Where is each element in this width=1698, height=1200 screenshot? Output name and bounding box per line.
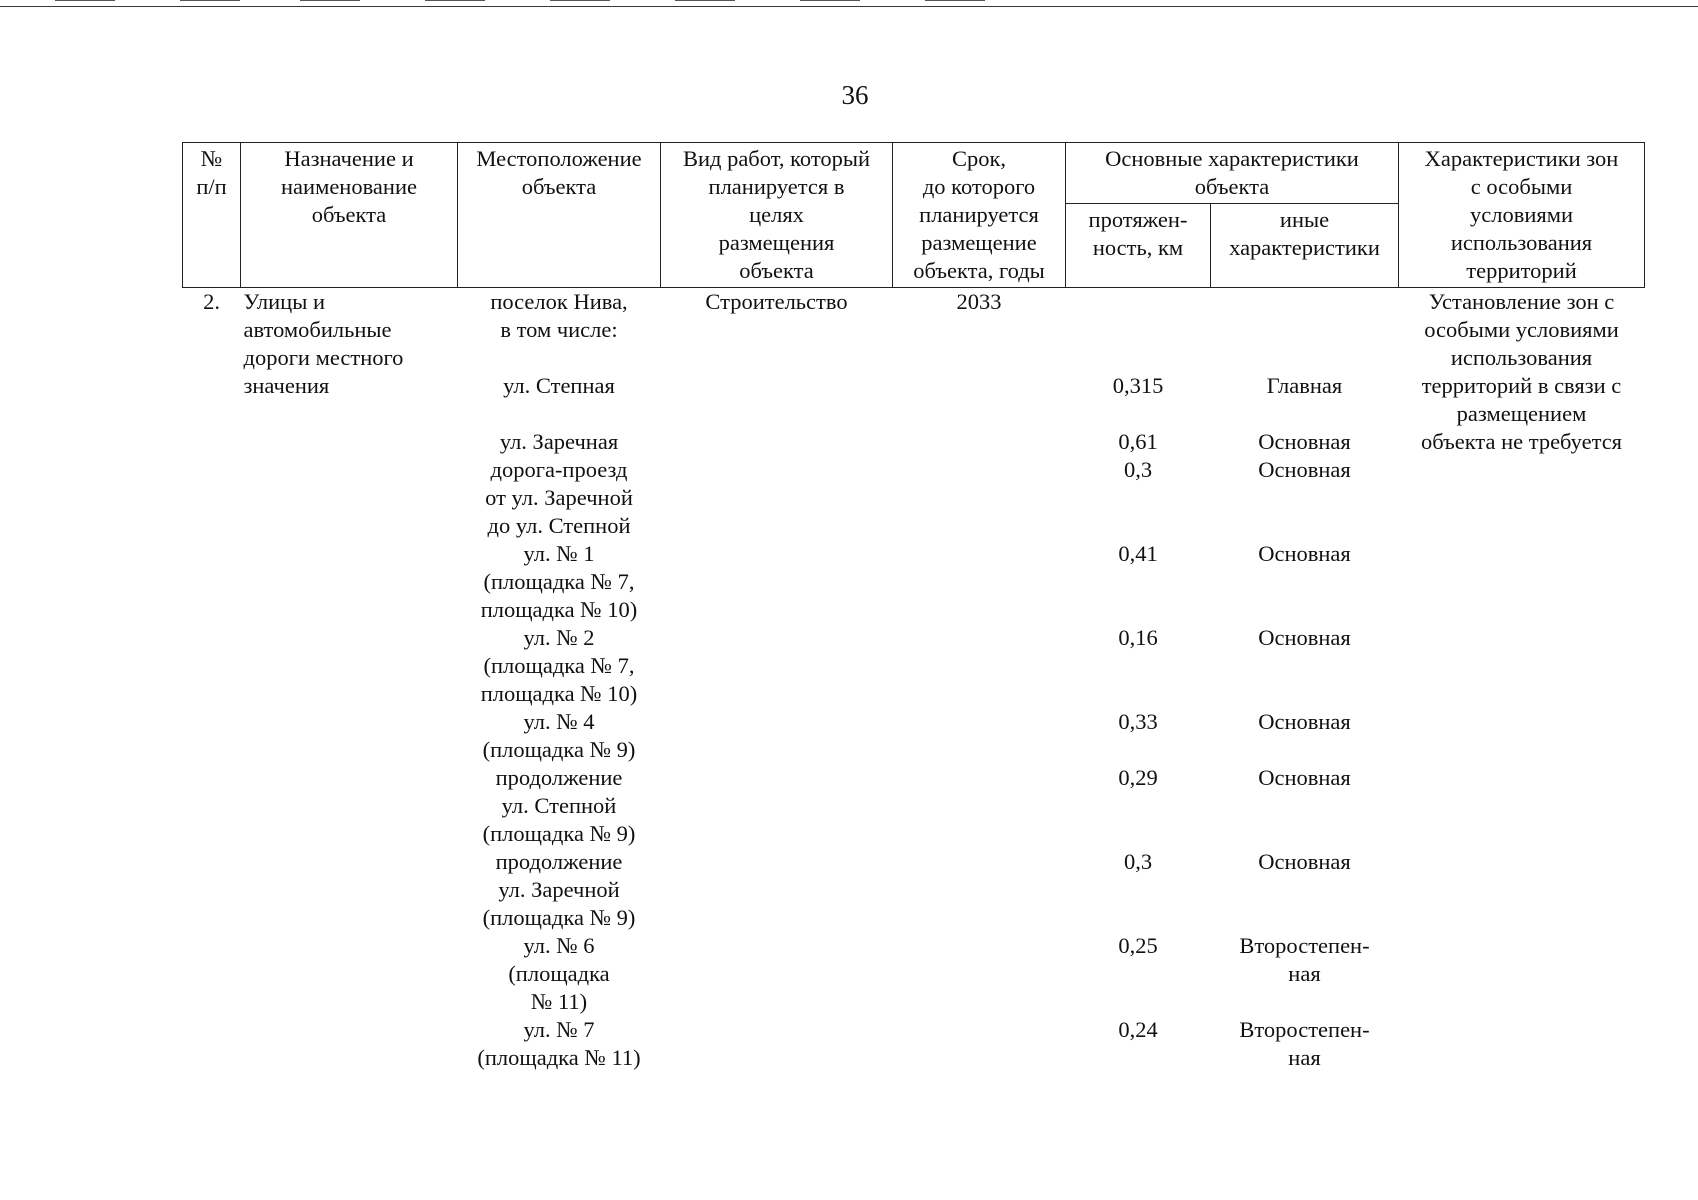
header-line: Назначение и <box>284 146 414 171</box>
spacer <box>1214 288 1396 316</box>
header-no <box>183 143 241 288</box>
street-location-line: площадка № 10) <box>480 597 638 622</box>
header-line: использования <box>1450 230 1593 255</box>
spacer <box>1214 344 1396 372</box>
street-length: 0,3 <box>1123 457 1153 482</box>
row-number: 2. <box>203 289 220 314</box>
row-length <box>1066 288 1211 1073</box>
header-line: размещения <box>718 230 835 255</box>
header-line: объекта, годы <box>913 258 1045 283</box>
top-dash-mark <box>425 0 485 1</box>
spacer <box>1069 316 1208 344</box>
header-line: объекта <box>739 258 814 283</box>
street-location-line: (площадка № 11) <box>477 1045 641 1070</box>
spacer <box>461 344 658 372</box>
street-length: 0,25 <box>1118 933 1158 958</box>
spacer <box>1069 400 1208 428</box>
spacer <box>1069 1044 1208 1072</box>
header-line: Срок, <box>951 146 1007 171</box>
header-line: объекта <box>311 202 387 227</box>
zones-line: территорий в связи с <box>1421 373 1622 398</box>
spacer <box>1069 596 1208 624</box>
zones-line: объекта не требуется <box>1420 429 1623 454</box>
street-length: 0,41 <box>1118 541 1158 566</box>
street-location-line: (площадка № 7, <box>483 653 635 678</box>
header-line: п/п <box>196 174 227 199</box>
header-line: наименование <box>281 174 417 199</box>
spacer <box>1069 288 1208 316</box>
header-line: объекта <box>1194 174 1270 199</box>
street-location-line: до ул. Степной <box>487 513 631 538</box>
spacer <box>1214 652 1396 680</box>
street-other-characteristic: ная <box>1288 961 1321 986</box>
spacer <box>461 400 658 428</box>
top-dash-mark <box>800 0 860 1</box>
row-term: 2033 <box>956 289 1002 314</box>
page-number: 36 <box>841 80 869 110</box>
header-line: иные <box>1279 207 1330 232</box>
street-location-line: ул. № 4 <box>523 709 595 734</box>
street-other-characteristic: Основная <box>1258 849 1351 874</box>
header-location <box>458 143 661 288</box>
spacer <box>1069 652 1208 680</box>
header-line: с особыми <box>1470 174 1573 199</box>
table-row <box>183 288 1645 1073</box>
header-line: размещение <box>921 230 1037 255</box>
header-line: целях <box>749 202 804 227</box>
object-name-line: дороги местного <box>243 345 404 370</box>
header-line: планируется <box>919 202 1039 227</box>
spacer <box>1069 680 1208 708</box>
street-location-line: ул. № 2 <box>523 625 595 650</box>
header-main-characteristics <box>1066 143 1399 204</box>
header-line: № <box>200 146 223 171</box>
row-zones <box>1399 288 1645 1073</box>
header-line: объекта <box>521 174 597 199</box>
zones-line: размещением <box>1456 401 1587 426</box>
spacer <box>1069 792 1208 820</box>
spacer <box>1214 484 1396 512</box>
header-line: Вид работ, который <box>682 146 871 171</box>
street-other-characteristic: ная <box>1288 1045 1321 1070</box>
street-other-characteristic: Основная <box>1258 709 1351 734</box>
header-length <box>1066 204 1211 288</box>
header-row-top <box>183 143 1645 204</box>
street-length: 0,24 <box>1118 1017 1158 1042</box>
street-length: 0,33 <box>1118 709 1158 734</box>
header-line: до которого <box>922 174 1036 199</box>
spacer <box>1214 316 1396 344</box>
street-location-line: ул. Заречной <box>498 877 620 902</box>
street-other-characteristic: Главная <box>1266 373 1343 398</box>
street-location-line: (площадка № 9) <box>482 737 636 762</box>
header-line: условиями <box>1469 202 1573 227</box>
header-other <box>1211 204 1399 288</box>
row-work-type: Строительство <box>705 289 848 314</box>
zones-line: Установление зон с <box>1428 289 1615 314</box>
top-dash-mark <box>550 0 610 1</box>
spacer <box>1214 876 1396 904</box>
object-name-line: значения <box>243 373 330 398</box>
spacer <box>1214 596 1396 624</box>
street-location-line: (площадка № 9) <box>482 905 636 930</box>
street-other-characteristic: Основная <box>1258 541 1351 566</box>
zones-line: особыми условиями <box>1424 317 1619 342</box>
row-other-characteristics <box>1211 288 1399 1073</box>
spacer <box>1214 400 1396 428</box>
street-location-line: ул. Степная <box>503 373 615 398</box>
street-location-line: от ул. Заречной <box>485 485 633 510</box>
street-location-line: продолжение <box>495 765 623 790</box>
object-name-line: Улицы и <box>243 289 325 314</box>
spacer <box>1069 512 1208 540</box>
zones-line: использования <box>1450 345 1593 370</box>
header-line: протяжен- <box>1088 207 1188 232</box>
top-dash-mark <box>180 0 240 1</box>
street-length: 0,3 <box>1123 849 1153 874</box>
header-term <box>893 143 1066 288</box>
header-zones <box>1399 143 1645 288</box>
spacer <box>1214 568 1396 596</box>
street-other-characteristic: Основная <box>1258 429 1351 454</box>
spacer <box>1214 988 1396 1016</box>
street-location-line: (площадка <box>508 961 610 986</box>
street-length: 0,61 <box>1118 429 1158 454</box>
top-dash-mark <box>55 0 115 1</box>
spacer <box>1069 484 1208 512</box>
street-other-characteristic: Основная <box>1258 457 1351 482</box>
spacer <box>1069 568 1208 596</box>
spacer <box>1069 988 1208 1016</box>
spacer <box>1214 736 1396 764</box>
spacer <box>1214 792 1396 820</box>
row-location <box>458 288 661 1073</box>
header-line: ность, км <box>1092 235 1184 260</box>
street-other-characteristic: Второстепен- <box>1239 1017 1370 1042</box>
spacer <box>1214 680 1396 708</box>
spacer <box>1214 820 1396 848</box>
location-intro-line: в том числе: <box>500 317 618 342</box>
street-other-characteristic: Основная <box>1258 625 1351 650</box>
spacer <box>1069 876 1208 904</box>
spacer <box>1069 344 1208 372</box>
spacer <box>1069 820 1208 848</box>
street-location-line: ул. № 7 <box>523 1017 595 1042</box>
street-length: 0,315 <box>1112 373 1164 398</box>
spacer <box>1069 736 1208 764</box>
object-name-line: автомобильные <box>243 317 392 342</box>
street-location-line: ул. Заречная <box>499 429 619 454</box>
top-page-rule <box>0 6 1698 7</box>
street-location-line: дорога-проезд <box>490 457 628 482</box>
header-name <box>241 143 458 288</box>
planning-table <box>182 142 1645 1072</box>
street-location-line: ул. Степной <box>501 793 617 818</box>
street-length: 0,29 <box>1118 765 1158 790</box>
row-object-name <box>241 288 458 1073</box>
header-line: территорий <box>1466 258 1577 283</box>
spacer <box>1069 960 1208 988</box>
street-location-line: (площадка № 9) <box>482 821 636 846</box>
street-length: 0,16 <box>1118 625 1158 650</box>
top-dash-mark <box>300 0 360 1</box>
street-location-line: № 11) <box>530 989 588 1014</box>
spacer <box>1214 512 1396 540</box>
location-intro-line: поселок Нива, <box>490 289 628 314</box>
header-line: Характеристики зон <box>1424 146 1619 171</box>
street-location-line: продолжение <box>495 849 623 874</box>
header-line: планируется в <box>708 174 845 199</box>
top-dash-mark <box>675 0 735 1</box>
header-work-type <box>661 143 893 288</box>
street-location-line: площадка № 10) <box>480 681 638 706</box>
spacer <box>1069 904 1208 932</box>
spacer <box>1214 904 1396 932</box>
street-location-line: (площадка № 7, <box>483 569 635 594</box>
top-dash-mark <box>925 0 985 1</box>
header-line: Местоположение <box>476 146 642 171</box>
street-other-characteristic: Основная <box>1258 765 1351 790</box>
header-line: Основные характеристики <box>1105 146 1359 171</box>
street-location-line: ул. № 1 <box>523 541 595 566</box>
street-other-characteristic: Второстепен- <box>1239 933 1370 958</box>
header-line: характеристики <box>1229 235 1380 260</box>
street-location-line: ул. № 6 <box>523 933 595 958</box>
